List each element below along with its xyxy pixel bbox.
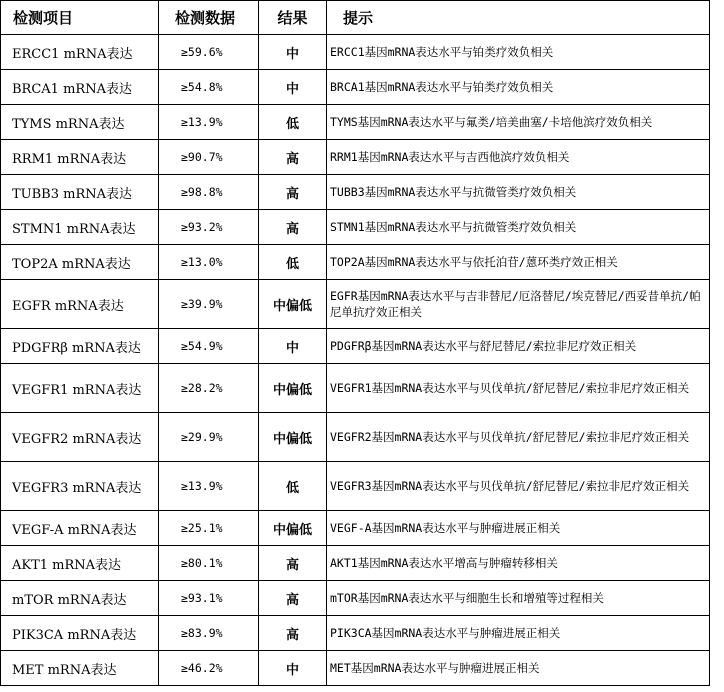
table-row (1, 616, 710, 651)
table-row (1, 105, 710, 140)
cell-tip: MET基因mRNA表达水平与肿瘤进展正相关 (327, 651, 710, 686)
cell-data: ≥28.2% (159, 364, 259, 413)
table-row (1, 245, 710, 280)
cell-data: ≥25.1% (159, 511, 259, 546)
cell-data: ≥54.9% (159, 329, 259, 364)
cell-data: ≥59.6% (159, 35, 259, 70)
table-row (1, 546, 710, 581)
cell-tip: STMN1基因mRNA表达水平与抗微管类疗效负相关 (327, 210, 710, 245)
table-row (1, 70, 710, 105)
header-item: 检测项目 (1, 1, 159, 35)
table-row (1, 511, 710, 546)
cell-item: mTOR mRNA表达 (1, 581, 159, 616)
cell-tip: VEGF-A基因mRNA表达水平与肿瘤进展正相关 (327, 511, 710, 546)
header-data: 检测数据 (159, 1, 259, 35)
cell-item: PIK3CA mRNA表达 (1, 616, 159, 651)
cell-data: ≥13.9% (159, 105, 259, 140)
cell-result: 中 (259, 329, 327, 364)
cell-result: 高 (259, 140, 327, 175)
cell-tip: VEGFR2基因mRNA表达水平与贝伐单抗/舒尼替尼/索拉非尼疗效正相关 (327, 413, 710, 462)
cell-data: ≥13.0% (159, 245, 259, 280)
cell-data: ≥90.7% (159, 140, 259, 175)
cell-item: MET mRNA表达 (1, 651, 159, 686)
table-row (1, 651, 710, 686)
cell-tip: TUBB3基因mRNA表达水平与抗微管类疗效负相关 (327, 175, 710, 210)
cell-data: ≥83.9% (159, 616, 259, 651)
header-tip: 提示 (327, 1, 710, 35)
header-row (1, 1, 710, 35)
cell-result: 高 (259, 546, 327, 581)
table-row (1, 175, 710, 210)
cell-result: 中偏低 (259, 364, 327, 413)
cell-result: 中偏低 (259, 511, 327, 546)
cell-item: STMN1 mRNA表达 (1, 210, 159, 245)
cell-data: ≥39.9% (159, 280, 259, 329)
cell-result: 高 (259, 175, 327, 210)
cell-tip: AKT1基因mRNA表达水平增高与肿瘤转移相关 (327, 546, 710, 581)
cell-result: 中 (259, 651, 327, 686)
cell-result: 低 (259, 245, 327, 280)
table-row (1, 581, 710, 616)
cell-result: 高 (259, 581, 327, 616)
cell-result: 中 (259, 35, 327, 70)
cell-tip: PDGFRβ基因mRNA表达水平与舒尼替尼/索拉非尼疗效正相关 (327, 329, 710, 364)
cell-item: BRCA1 mRNA表达 (1, 70, 159, 105)
cell-result: 中 (259, 70, 327, 105)
cell-item: RRM1 mRNA表达 (1, 140, 159, 175)
cell-result: 中偏低 (259, 280, 327, 329)
cell-data: ≥93.1% (159, 581, 259, 616)
cell-data: ≥46.2% (159, 651, 259, 686)
table-row (1, 364, 710, 413)
cell-item: TUBB3 mRNA表达 (1, 175, 159, 210)
cell-item: ERCC1 mRNA表达 (1, 35, 159, 70)
cell-item: VEGF-A mRNA表达 (1, 511, 159, 546)
table-row (1, 329, 710, 364)
cell-tip: RRM1基因mRNA表达水平与吉西他滨疗效负相关 (327, 140, 710, 175)
cell-tip: mTOR基因mRNA表达水平与细胞生长和增殖等过程相关 (327, 581, 710, 616)
cell-tip: VEGFR1基因mRNA表达水平与贝伐单抗/舒尼替尼/索拉非尼疗效正相关 (327, 364, 710, 413)
cell-item: TOP2A mRNA表达 (1, 245, 159, 280)
cell-item: PDGFRβ mRNA表达 (1, 329, 159, 364)
table-row (1, 462, 710, 511)
cell-data: ≥29.9% (159, 413, 259, 462)
cell-data: ≥54.8% (159, 70, 259, 105)
cell-result: 高 (259, 210, 327, 245)
cell-data: ≥80.1% (159, 546, 259, 581)
cell-tip: EGFR基因mRNA表达水平与吉非替尼/厄洛替尼/埃克替尼/西妥昔单抗/帕尼单抗疗效正相关 (327, 280, 710, 329)
table-row (1, 413, 710, 462)
cell-tip: PIK3CA基因mRNA表达水平与肿瘤进展正相关 (327, 616, 710, 651)
cell-result: 中偏低 (259, 413, 327, 462)
table-row (1, 280, 710, 329)
table-row (1, 140, 710, 175)
cell-tip: VEGFR3基因mRNA表达水平与贝伐单抗/舒尼替尼/索拉非尼疗效正相关 (327, 462, 710, 511)
cell-tip: TOP2A基因mRNA表达水平与依托泊苷/蒽环类疗效正相关 (327, 245, 710, 280)
cell-tip: TYMS基因mRNA表达水平与氟类/培美曲塞/卡培他滨疗效负相关 (327, 105, 710, 140)
cell-item: EGFR mRNA表达 (1, 280, 159, 329)
cell-result: 低 (259, 105, 327, 140)
table-row (1, 35, 710, 70)
cell-result: 低 (259, 462, 327, 511)
header-result: 结果 (259, 1, 327, 35)
cell-result: 高 (259, 616, 327, 651)
cell-data: ≥98.8% (159, 175, 259, 210)
cell-tip: BRCA1基因mRNA表达水平与铂类疗效负相关 (327, 70, 710, 105)
cell-item: TYMS mRNA表达 (1, 105, 159, 140)
cell-data: ≥13.9% (159, 462, 259, 511)
cell-item: AKT1 mRNA表达 (1, 546, 159, 581)
cell-item: VEGFR1 mRNA表达 (1, 364, 159, 413)
cell-data: ≥93.2% (159, 210, 259, 245)
cell-item: VEGFR3 mRNA表达 (1, 462, 159, 511)
table-row (1, 210, 710, 245)
cell-item: VEGFR2 mRNA表达 (1, 413, 159, 462)
cell-tip: ERCC1基因mRNA表达水平与铂类疗效负相关 (327, 35, 710, 70)
